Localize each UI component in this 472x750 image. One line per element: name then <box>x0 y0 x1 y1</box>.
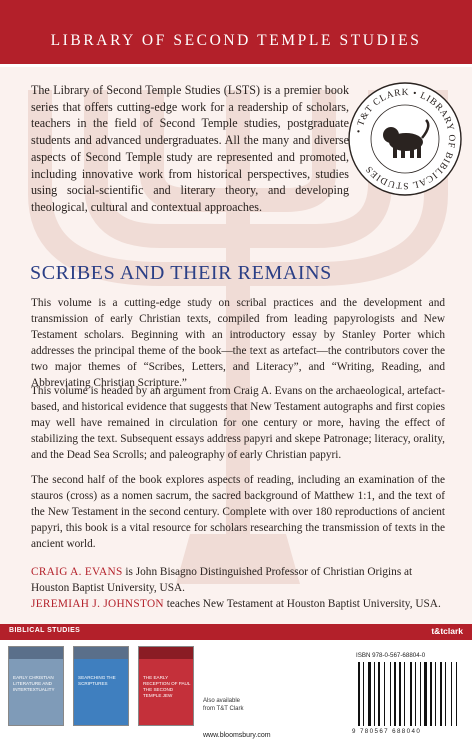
book-title: SCRIBES AND THEIR REMAINS <box>30 262 332 284</box>
description-paragraph-2: This volume is headed by an argument from Craig A. Evans on the archaeological, artefact-based, and historical evidence that suggests that New Testament autographs and first copies may well have remained in circulation for one century or more, having the effect of stabilizing the text. Subsequent essays address papyri and skepe Patronage; literacy, orality, and the Dead Sea Scrolls; and paleography of early Christian papyri. <box>31 385 445 461</box>
related-book-cover <box>73 646 129 726</box>
related-book-cover <box>138 646 194 726</box>
publisher-imprint-logo: t&tclark <box>431 626 463 636</box>
series-description: The Library of Second Temple Studies (LSTS) is a premier book series that offers cutting-edge work for a readership of scholars, teachers in the field of Second Temple studies, postgraduate students and advanced undergraduates. All the many and diverse aspects of Second Temple study are represented and promoted, including innovative work from historical perspectives, studies using social-scientific and literary theory, and developing theological, cultural and contextual approaches. <box>31 83 349 214</box>
publisher-website: www.bloomsbury.com <box>203 732 271 739</box>
author-bio-evans <box>31 565 451 597</box>
author-name: JEREMIAH J. JOHNSTON <box>31 598 164 610</box>
author-name: CRAIG A. EVANS <box>31 566 123 578</box>
also-available-line: from T&T Clark <box>203 706 244 712</box>
author-bio-text: teaches New Testament at Houston Baptist University, USA. <box>163 598 441 610</box>
also-available-line: Also available <box>203 698 241 704</box>
series-title: LIBRARY OF SECOND TEMPLE STUDIES <box>50 32 422 49</box>
related-book-title: SEARCHING THE SCRIPTURES <box>78 675 116 686</box>
related-book-title: EARLY CHRISTIAN LITERATURE AND INTERTEXTUALITY <box>13 675 55 692</box>
category-label: BIBLICAL STUDIES <box>9 627 81 634</box>
related-book-cover <box>8 646 64 726</box>
barcode-icon <box>356 662 460 726</box>
also-available-note <box>203 697 243 713</box>
description-paragraph-1: This volume is a cutting-edge study on scribal practices and the development and transmission of early Christian texts, compiled from leading papyrologists and New Testament scholars. Beginning with an introductory essay by Stanley Porter which addresses the principal theme of the book—the text as artefact—the contributors cover the two major themes of “Scribes, Letters, and Literacy”, and “Writing, Reading, and Abbreviating Christian Scripture.” <box>31 297 445 389</box>
barcode-digits: 9 780567 688040 <box>352 728 422 735</box>
author-bio-johnston <box>31 597 451 613</box>
description-paragraph-3: The second half of the book explores aspects of reading, including an examination of the stauros (cross) as a nomen sacrum, the sacred background of Matthew 1:1, and the text of the New Testament in the second century. Complete with over 180 reproductions of ancient papyri, this book is a vital resource for scholars researching the transmission of texts in the ancient world. <box>31 474 445 550</box>
isbn-text: ISBN 978-0-567-68804-0 <box>356 652 426 659</box>
related-book-title: THE EARLY RECEPTION OF PAUL THE SECOND TEMPLE JEW <box>143 675 191 698</box>
author-bio-text: is John Bisagno Distinguished Professor of Christian Origins at Houston Baptist University, USA. <box>31 566 413 594</box>
tt-clark-lion-seal-icon <box>346 80 464 198</box>
seal-text: • T&T CLARK • LIBRARY OF BIBLICAL STUDIES <box>354 87 457 191</box>
